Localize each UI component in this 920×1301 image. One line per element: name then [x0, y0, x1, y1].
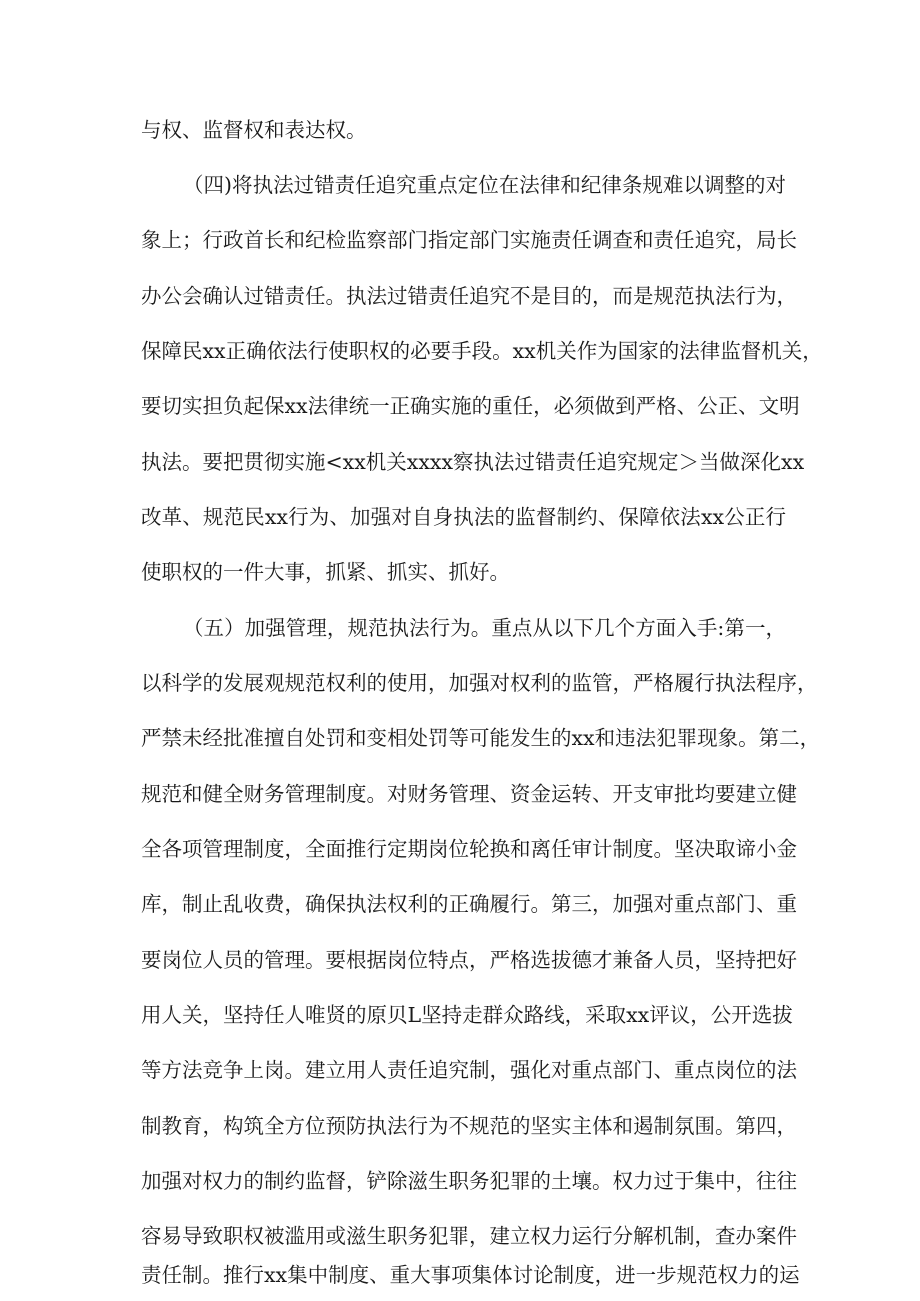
text-line: 要切实担负起保xx法律统一正确实施的重任，必须做到严格、公正、文明 — [141, 394, 800, 418]
text-line: 使职权的一件大事，抓紧、抓实、抓好。 — [141, 560, 510, 584]
text-line: 规范和健全财务管理制度。对财务管理、资金运转、开支审批均要建立健 — [141, 782, 797, 806]
text-line: 象上；行政首长和纪检监察部门指定部门实施责任调查和责任追究，局长 — [141, 228, 797, 252]
text-line: 执法。要把贯彻实施<xx机关xxxx察执法过错责任追究规定＞当做深化xx — [141, 450, 805, 474]
text-line: 制教育，构筑全方位预防执法行为不规范的坚实主体和遏制氛围。第四， — [141, 1114, 797, 1138]
text-line: 用人关，坚持任人唯贤的原贝L坚持走群众路线，采取xx评议，公开选拔 — [141, 1003, 793, 1027]
text-line: 全各项管理制度，全面推行定期岗位轮换和离任审计制度。坚决取谛小金 — [141, 837, 797, 861]
text-line: （四)将执法过错责任追究重点定位在法律和纪律条规难以调整的对 — [183, 173, 786, 197]
text-line: 办公会确认过错责任。执法过错责任追究不是目的，而是规范执法行为， — [141, 284, 797, 308]
text-line: 与权、监督权和表达权。 — [141, 118, 367, 142]
text-line: 库，制止乱收费，确保执法权利的正确履行。第三，加强对重点部门、重 — [141, 892, 797, 916]
text-line: 严禁未经批准擅自处罚和变相处罚等可能发生的xx和违法犯罪现象。第二， — [141, 726, 821, 750]
text-line: 责任制。推行xx集中制度、重大事项集体讨论制度，进一步规范权力的运 — [141, 1263, 800, 1287]
text-line: 等方法竞争上岗。建立用人责任追究制，强化对重点部门、重点岗位的法 — [141, 1058, 797, 1082]
text-line: 容易导致职权被滥用或滋生职务犯罪，建立权力运行分解机制，查办案件 — [141, 1224, 797, 1248]
text-line: 加强对权力的制约监督，铲除滋生职务犯罪的土壤。权力过于集中，往往 — [141, 1169, 797, 1193]
text-line: （五）加强管理，规范执法行为。重点从以下几个方面入手:第一， — [183, 616, 786, 640]
text-line: 以科学的发展观规范权利的使用，加强对权利的监管，严格履行执法程序， — [141, 671, 818, 695]
text-line: 改革、规范民xx行为、加强对自身执法的监督制约、保障依法xx公正行 — [141, 505, 786, 529]
text-line: 保障民xx正确依法行使职权的必要手段。xx机关作为国家的法律监督机关， — [141, 339, 823, 363]
text-line: 要岗位人员的管理。要根据岗位特点，严格选拔德才兼备人员，坚持把好 — [141, 948, 797, 972]
